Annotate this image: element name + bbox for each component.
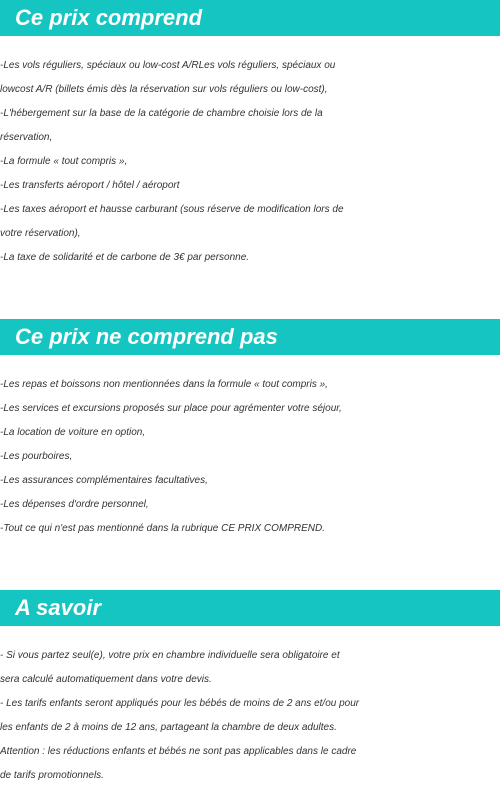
text-line: -La formule « tout compris », — [0, 156, 128, 167]
text-line: Attention : les réductions enfants et bébés ne sont pas applicables dans le cadre — [0, 746, 357, 757]
text-line: - Les tarifs enfants seront appliqués pour les bébés de moins de 2 ans et/ou pour — [0, 698, 360, 709]
section-header-included — [0, 0, 500, 36]
section-title: A savoir — [15, 595, 102, 620]
section-body-included — [0, 54, 500, 270]
text-line: -L'hébergement sur la base de la catégorie de chambre choisie lors de la — [0, 108, 323, 119]
text-line: -La location de voiture en option, — [0, 427, 146, 438]
section-title: Ce prix comprend — [15, 5, 203, 30]
text-line: lowcost A/R (billets émis dès la réservation sur vols réguliers ou low-cost), — [0, 84, 328, 95]
text-line: réservation, — [0, 132, 53, 143]
text-line: -Tout ce qui n'est pas mentionné dans la rubrique CE PRIX COMPREND. — [0, 523, 326, 534]
text-line: -Les services et excursions proposés sur place pour agrémenter votre séjour, — [0, 403, 342, 414]
text-line: de tarifs promotionnels. — [0, 770, 104, 781]
section-body-not-included — [0, 373, 500, 541]
section-title: Ce prix ne comprend pas — [15, 324, 278, 349]
text-line: -Les repas et boissons non mentionnées dans la formule « tout compris », — [0, 379, 328, 390]
text-line: -La taxe de solidarité et de carbone de 3€ par personne. — [0, 252, 250, 263]
section-body-good-to-know — [0, 644, 500, 788]
text-line: -Les assurances complémentaires facultatives, — [0, 475, 208, 486]
text-line: -Les pourboires, — [0, 451, 73, 462]
text-line: les enfants de 2 à moins de 12 ans, partageant la chambre de deux adultes. — [0, 722, 337, 733]
text-line: -Les dépenses d'ordre personnel, — [0, 499, 149, 510]
section-header-not-included — [0, 319, 500, 355]
text-line: -Les taxes aéroport et hausse carburant (sous réserve de modification lors de — [0, 204, 344, 215]
text-line: -Les vols réguliers, spéciaux ou low-cost A/RLes vols réguliers, spéciaux ou — [0, 60, 336, 71]
text-line: - Si vous partez seul(e), votre prix en chambre individuelle sera obligatoire et — [0, 650, 340, 661]
text-line: -Les transferts aéroport / hôtel / aéroport — [0, 180, 180, 191]
section-header-good-to-know — [0, 590, 500, 626]
text-line: votre réservation), — [0, 228, 81, 239]
text-line: sera calculé automatiquement dans votre devis. — [0, 674, 212, 685]
